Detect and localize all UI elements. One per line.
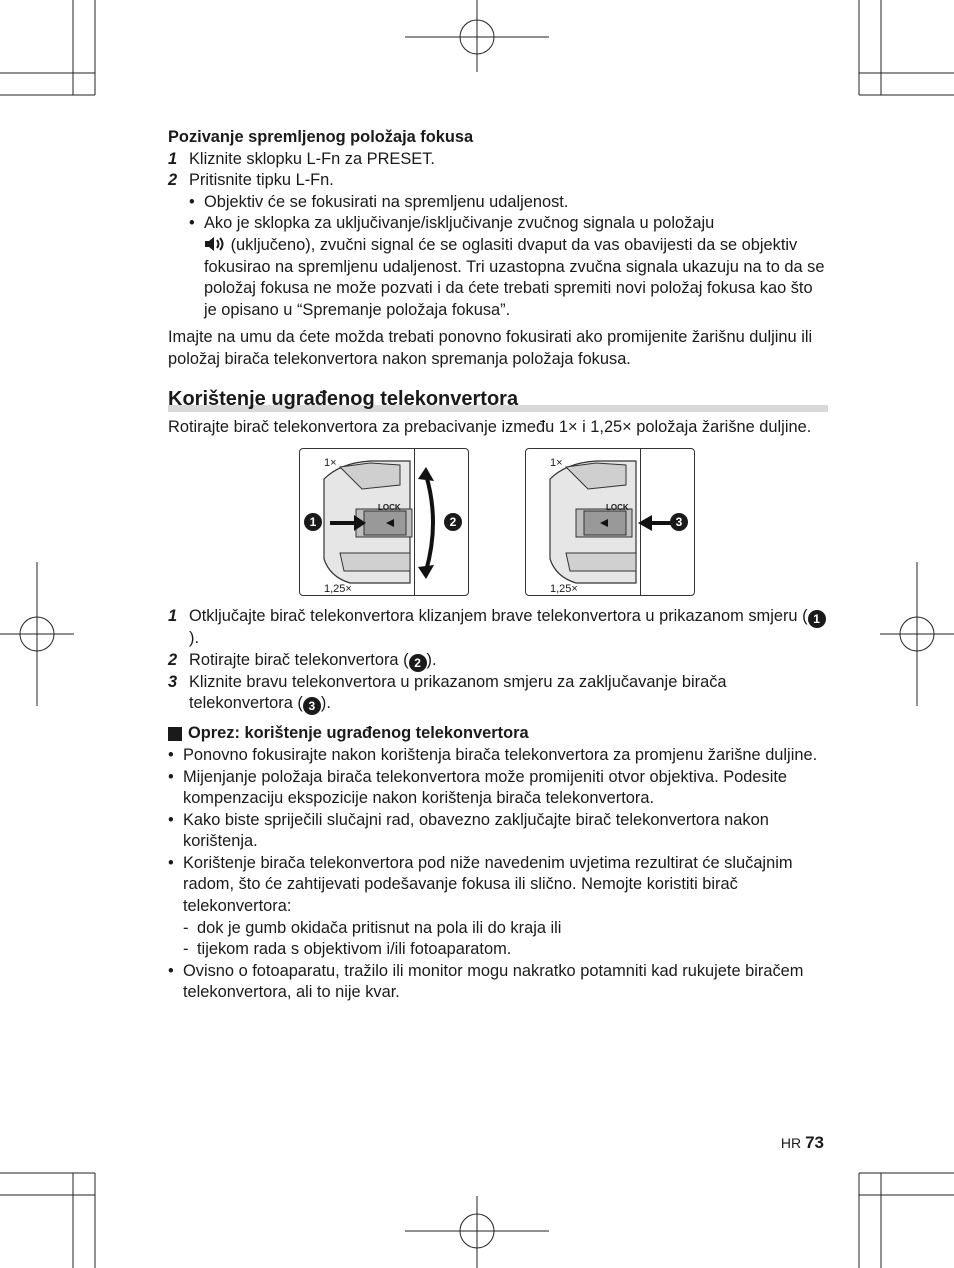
recall-bullet-2: • Ako je sklopka za uključivanje/isključivanje zvučnog signala u položaju (uključeno), zvučni signal će se oglasiti dvaput da vas obavijesti da se objektiv fokusirao na spremljenu udaljenost. Tri uzastopna zvučna signala ukazuju na to da se položaj fokusa ne može pozvati i da ćete trebati spremiti novi položaj fokusa kao što je opisano u “Spremanje položaja fokusa”. [189,214,825,319]
page-content [168,127,828,1004]
recall-step-2: 2 Pritisnite tipku L-Fn. [168,171,334,190]
caution-bullet-3: • Kako biste spriječili slučajni rad, obavezno zaključajte birač telekonvertora nakon korištenja. [168,810,769,851]
figure-right-top-label: 1× [550,457,563,470]
step-unlock: 1 Otključajte birač telekonvertora klizanjem brave telekonvertora u prikazanom smjeru ( 1). [168,606,828,650]
caution-bullet-4: • Korištenje birača telekonvertora pod niže navedenim uvjetima rezultirat će slučajnim radom, što će zahtijevati podešavanje fokusa ili slično. Nemojte koristiti birač telekonvertora: [168,853,793,916]
caution-dash-2: - tijekom rada s objektivom i/ili fotoaparatom. [183,940,512,959]
page-number: 73 [805,1133,824,1152]
caution-heading: Oprez: korištenje ugrađenog telekonvertora [168,723,828,745]
caution-square-icon [168,727,182,741]
figure-right-bottom-label: 1,25× [550,583,578,596]
figures [168,448,828,596]
figure-left-callout-2: 2 [444,513,462,531]
telekonvertor-steps [168,606,828,715]
step-rotate: 2 Rotirajte birač telekonvertora ( 2 ). [168,650,437,670]
figure-unlock-rotate [299,448,469,596]
caution-dash-1: - dok je gumb okidača pritisnut na pola ili do kraja ili [183,918,562,937]
section-title: Korištenje ugrađenog telekonvertora [168,387,519,410]
recall-bullet-1: • Objektiv će se fokusirati na spremljenu udaljenost. [189,192,569,211]
page-footer [760,1133,824,1153]
recall-step-1: 1 Kliznite sklopku L-Fn za PRESET. [168,149,435,168]
caution-bullet-1: • Ponovno fokusirajte nakon korištenja birača telekonvertora za promjenu žarišne duljine. [168,745,818,764]
figure-left-bottom-label: 1,25× [324,583,352,596]
figure-lock [525,448,695,596]
callout-3-icon: 3 [303,697,321,715]
caution-bullet-5: • Ovisno o fotoaparatu, tražilo ili monitor mogu nakratko potamniti kad rukujete biračem telekonvertora, ali to nije kvar. [168,961,804,1002]
section-intro: Rotirajte birač telekonvertora za prebacivanje između 1× i 1,25× položaja žarišne duljine. [168,417,812,436]
figure-left-top-label: 1× [324,457,337,470]
figure-right-callout-3: 3 [670,513,688,531]
section-heading [168,387,828,411]
figure-left-lock-label: LOCK [378,503,401,513]
figure-right-lock-label: LOCK [606,503,629,513]
recall-note: Imajte na umu da ćete možda trebati ponovno fokusirati ako promijenite žarišnu duljinu ili položaj birača telekonvertora nakon spremanja položaja fokusa. [168,328,813,368]
caution-bullet-2: • Mijenjanje položaja birača telekonvertora može promijeniti otvor objektiva. Podesite kompenzaciju ekspozicije nakon korištenja birača telekonvertora. [168,767,788,808]
footer-language: HR [780,1135,802,1151]
callout-2-icon: 2 [409,654,427,672]
speaker-icon [204,236,226,252]
figure-left-callout-1: 1 [304,513,322,531]
step-lock: 3 Kliznite bravu telekonvertora u prikazanom smjeru za zaključavanje birača telekonvertora ( 3 ). [168,672,727,714]
recall-heading: Pozivanje spremljenog položaja fokusa [168,128,474,146]
callout-1-icon: 1 [808,610,826,628]
